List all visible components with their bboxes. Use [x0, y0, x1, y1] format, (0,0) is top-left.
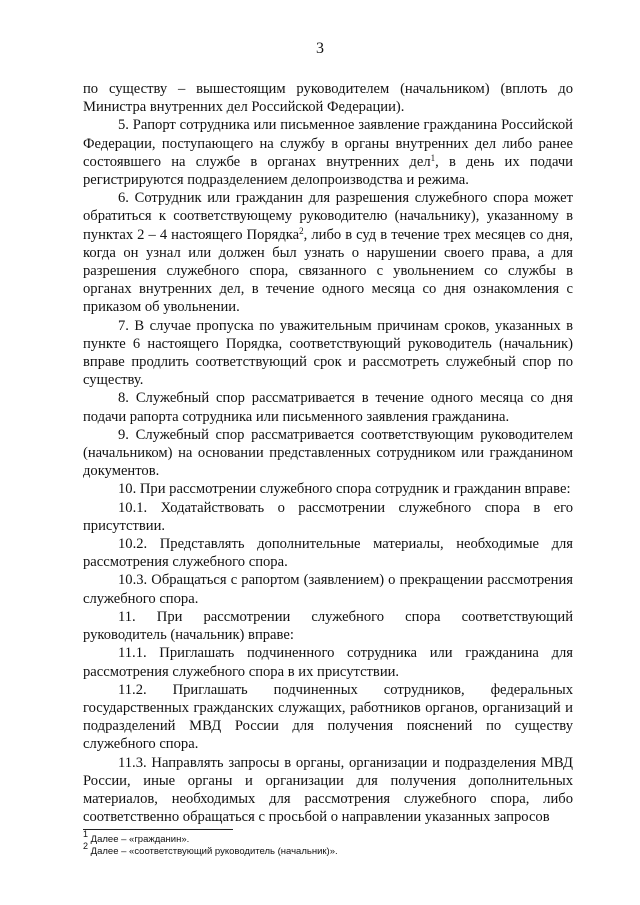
footnote-mark-1: 1 [83, 829, 89, 839]
paragraph-8: 8. Служебный спор рассматривается в течение одного месяца со дня подачи рапорта сотрудника или письменного заявления гражданина. [83, 390, 573, 425]
footnote-ref-2: 2 [299, 225, 304, 236]
footnote-text-2: Далее – «соответствующий руководитель (начальник)». [88, 845, 338, 857]
footnote-divider [83, 829, 233, 830]
paragraph-5 [83, 116, 573, 189]
paragraph-7: 7. В случае пропуска по уважительным причинам сроков, указанных в пункте 6 настоящего Порядка, соответствующий руководитель (начальник) вправе продлить соответствующий срок и рассмотреть служебный спор по существу. [83, 317, 573, 389]
paragraph-6 [83, 189, 573, 316]
footnote-ref-1: 1 [430, 152, 436, 163]
paragraph-11-3: 11.3. Направлять запросы в органы, организации и подразделения МВД России, иные органы и организации для получения дополнительных материалов, необходимых для рассмотрения служебного спора, либо соответственно обращаться с просьбой о направлении указанных запросов [83, 754, 573, 826]
paragraph-6-text-end: , либо в суд в течение трех месяцев со дня, когда он узнал или должен был узнать о нарушении своего права, а для разрешения служебного спора, связанного с увольнением со службы в органах внутренних дел, в течение одного месяца со дня ознакомления с приказом об увольнении. [83, 226, 573, 316]
footnote-text-1: Далее – «гражданин». [88, 834, 190, 845]
paragraph-10: 10. При рассмотрении служебного спора сотрудник и гражданин вправе: [118, 481, 571, 498]
paragraph-9: 9. Служебный спор рассматривается соответствующим руководителем (начальником) на основании представленных сотрудником или гражданином документов. [83, 426, 573, 480]
footnote-1 [83, 829, 573, 846]
paragraph-10-2: 10.2. Представлять дополнительные материалы, необходимые для рассмотрения служебного спора. [83, 536, 573, 571]
paragraph-10-3: 10.3. Обращаться с рапортом (заявлением) о прекращении рассмотрения служебного спора. [83, 572, 573, 607]
paragraph-continuation: по существу – вышестоящим руководителем (начальником) (вплоть до Министра внутренних дел Российской Федерации). [83, 81, 573, 116]
footnote-mark-2: 2 [83, 840, 89, 851]
footnotes [83, 829, 573, 857]
paragraph-11-2: 11.2. Приглашать подчиненных сотрудников, федеральных государственных гражданских служащих, работников органов, организаций и подразделений МВД России для получения пояснений по существу служебного спора. [83, 681, 573, 753]
page-number: 3 [316, 40, 324, 57]
paragraph-5-text: 5. Рапорт сотрудника или письменное заявление гражданина Российской Федерации, поступающего на службу в органы внутренних дел либо ранее состоявшего на службе в органах внутренних дел [83, 117, 573, 170]
paragraph-11-1: 11.1. Приглашать подчиненного сотрудника или гражданина для рассмотрения служебного спора в их присутствии. [83, 645, 573, 680]
paragraph-10-1: 10.1. Ходатайствовать о рассмотрении служебного спора в его присутствии. [83, 499, 573, 534]
footnote-2 [83, 840, 573, 858]
paragraph-5-text-end: , в день их подачи регистрируются подразделением делопроизводства и режима. [83, 153, 573, 189]
paragraph-6-text: 6. Сотрудник или гражданин для разрешения служебного спора может обратиться к соответствующему руководителю (начальнику), указанному в пунктах 2 – 4 настоящего Порядка [83, 190, 573, 243]
paragraph-11: 11. При рассмотрении служебного спора соответствующий руководитель (начальник) вправе: [83, 608, 573, 644]
document-body [83, 80, 573, 826]
